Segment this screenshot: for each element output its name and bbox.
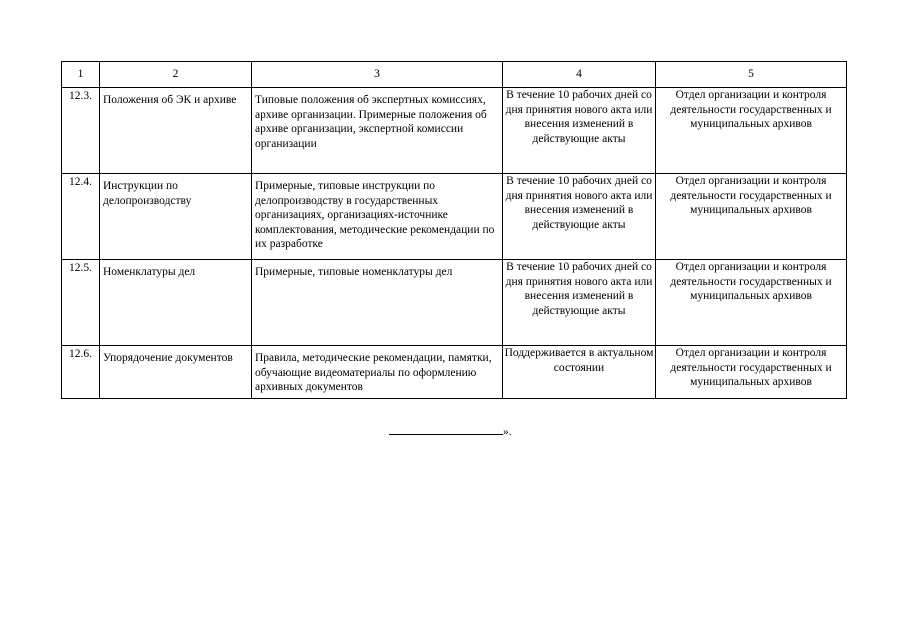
methodical-documents: Типовые положения об экспертных комиссиях, архиве организации. Примерные положения об архиве организации, экспертной комиссии организации (252, 88, 503, 174)
methodical-documents: Примерные, типовые номенклатуры дел (252, 260, 503, 346)
row-number: 12.4. (62, 174, 100, 260)
document-type: Положения об ЭК и архиве (100, 88, 252, 174)
table-header-row (62, 62, 847, 88)
document-type: Инструкции по делопроизводству (100, 174, 252, 260)
methodical-documents: Примерные, типовые инструкции по делопроизводству в государственных организациях, организациях-источнике комплектования, методические рекомендации по их разработке (252, 174, 503, 260)
update-term: В течение 10 рабочих дней со дня принятия нового акта или внесения изменений в действующие акты (503, 260, 656, 346)
update-term: В течение 10 рабочих дней со дня принятия нового акта или внесения изменений в действующие акты (503, 88, 656, 174)
row-number: 12.3. (62, 88, 100, 174)
column-number-3: 3 (252, 62, 503, 88)
responsible-department: Отдел организации и контроля деятельности государственных и муниципальных архивов (656, 260, 847, 346)
table-row (62, 346, 847, 399)
table-row (62, 174, 847, 260)
table-row (62, 88, 847, 174)
document-type: Номенклатуры дел (100, 260, 252, 346)
update-term: Поддерживается в актуальном состоянии (503, 346, 656, 399)
responsible-department: Отдел организации и контроля деятельности государственных и муниципальных архивов (656, 174, 847, 260)
closing-quote: ». (503, 426, 512, 438)
responsible-department: Отдел организации и контроля деятельности государственных и муниципальных архивов (656, 88, 847, 174)
archive-documents-table (61, 61, 847, 399)
column-number-2: 2 (100, 62, 252, 88)
column-number-5: 5 (656, 62, 847, 88)
update-term: В течение 10 рабочих дней со дня принятия нового акта или внесения изменений в действующие акты (503, 174, 656, 260)
row-number: 12.6. (62, 346, 100, 399)
methodical-documents: Правила, методические рекомендации, памятки, обучающие видеоматериалы по оформлению архивных документов (252, 346, 503, 399)
responsible-department: Отдел организации и контроля деятельности государственных и муниципальных архивов (656, 346, 847, 399)
column-number-4: 4 (503, 62, 656, 88)
row-number: 12.5. (62, 260, 100, 346)
closing-line (389, 424, 512, 439)
closing-rule-divider (389, 424, 503, 435)
table-row (62, 260, 847, 346)
document-type: Упорядочение документов (100, 346, 252, 399)
column-number-1: 1 (62, 62, 100, 88)
